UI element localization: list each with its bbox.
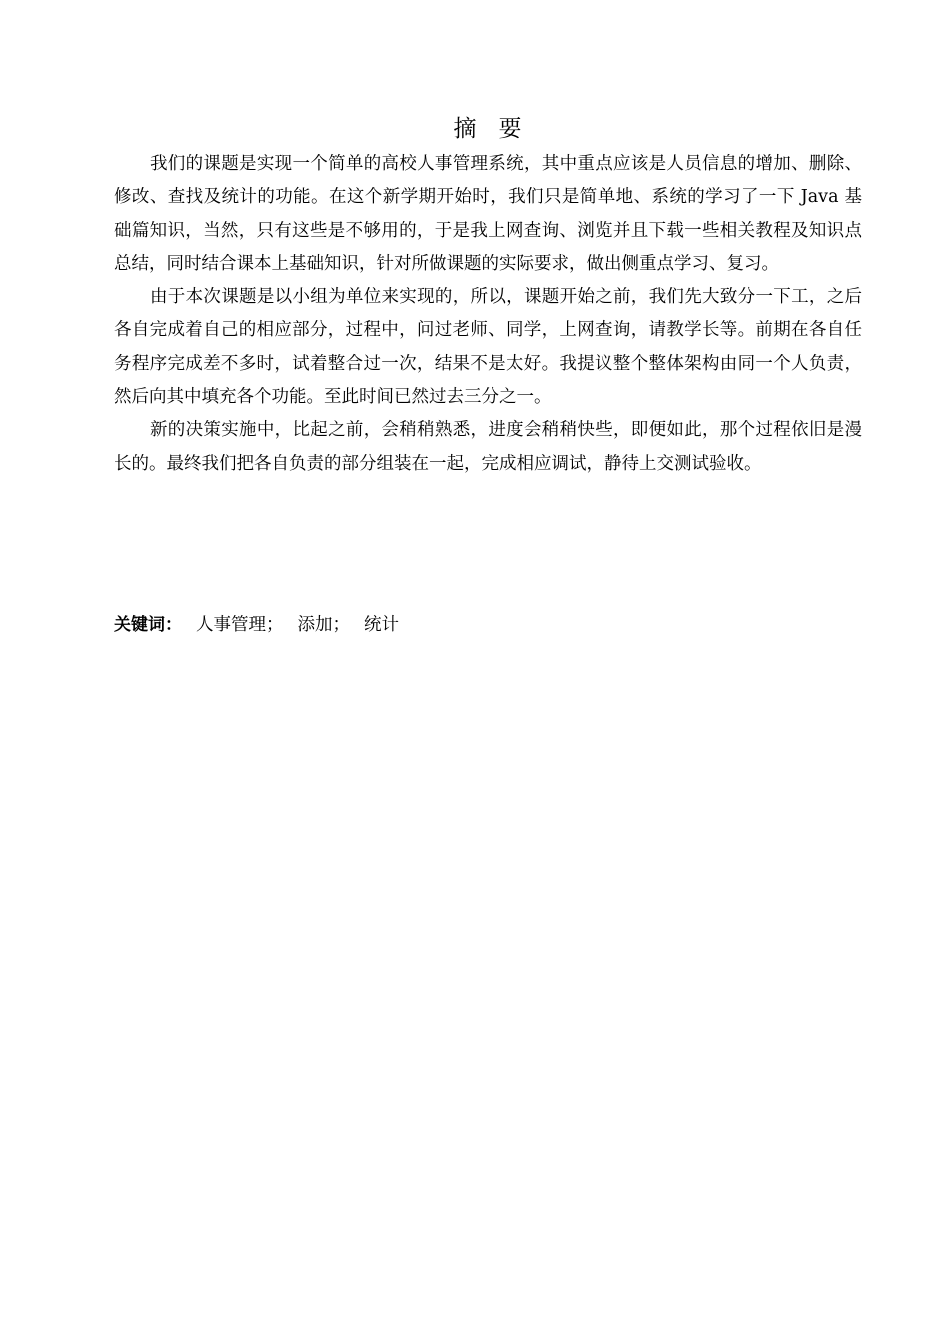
abstract-paragraph-1: 我们的课题是实现一个简单的高校人事管理系统，其中重点应该是人员信息的增加、删除、修改、查找及统计的功能。在这个新学期开始时，我们只是简单地、系统的学习了一下 Java 基础篇知识，当然，只有这些是不够用的，于是我上网查询、浏览并且下载一些相关教程及知识点总结，同时结合课本上基础知识，针对所做课题的实际要求，做出侧重点学习、复习。 — [114, 154, 862, 274]
abstract-title-char-1: 摘 — [453, 116, 477, 142]
keyword-1: 人事管理； — [196, 615, 284, 635]
keyword-3: 统计 — [364, 615, 399, 635]
abstract-body — [114, 148, 862, 481]
keywords-label: 关键词： — [114, 615, 182, 635]
keyword-2: 添加； — [297, 615, 350, 635]
abstract-paragraph-2: 由于本次课题是以小组为单位来实现的，所以，课题开始之前，我们先大致分一下工，之后各自完成着自己的相应部分，过程中，问过老师、同学，上网查询，请教学长等。前期在各自任务程序完成差不多时，试着整合过一次，结果不是太好。我提议整个整体架构由同一个人负责，然后向其中填充各个功能。至此时间已然过去三分之一。 — [114, 287, 862, 408]
abstract-title — [0, 112, 950, 146]
keywords-line — [114, 610, 399, 640]
abstract-title-char-2: 要 — [498, 116, 522, 142]
abstract-paragraph-3: 新的决策实施中，比起之前，会稍稍熟悉，进度会稍稍快些，即便如此，那个过程依旧是漫长的。最终我们把各自负责的部分组装在一起，完成相应调试，静待上交测试验收。 — [114, 420, 862, 474]
